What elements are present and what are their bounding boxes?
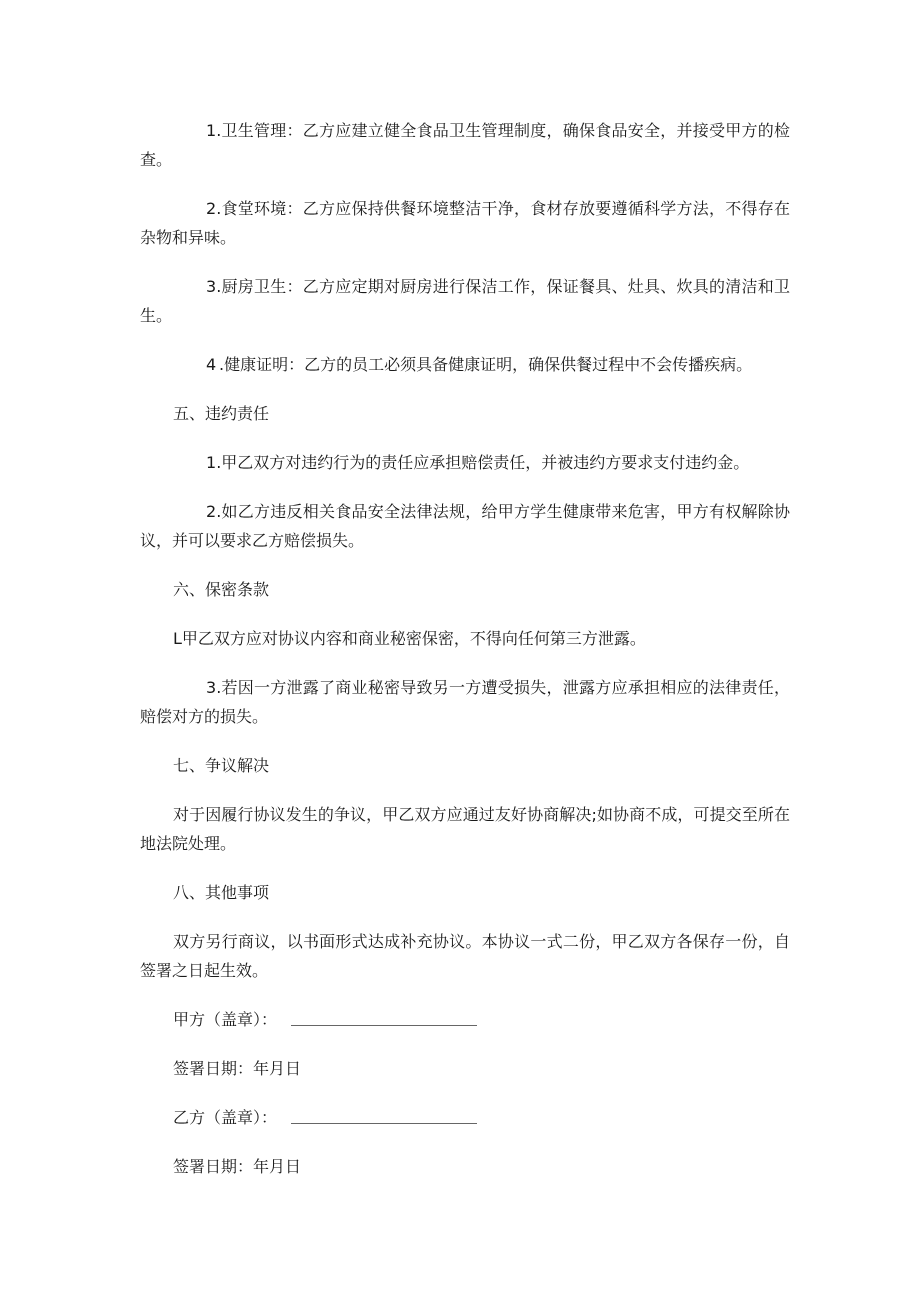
date-a-label: 签署日期：年月日 xyxy=(173,1059,302,1078)
clause-text: .甲乙双方对违约行为的责任应承担赔偿责任，并被违约方要求支付违约金。 xyxy=(216,453,750,472)
clause-text: .健康证明：乙方的员工必须具备健康证明，确保供餐过程中不会传播疾病。 xyxy=(219,355,753,374)
clause-liability-1 xyxy=(140,448,790,477)
clause-canteen-environment xyxy=(140,194,790,252)
clause-number: 1 xyxy=(206,453,217,472)
clause-dispute: 对于因履行协议发生的争议，甲乙双方应通过友好协商解决;如协商不成，可提交至所在地法院处理。 xyxy=(140,805,790,853)
clause-number: 3 xyxy=(206,678,217,697)
date-b-label: 签署日期：年月日 xyxy=(173,1157,302,1176)
signature-date-b xyxy=(140,1152,790,1181)
party-a-label: 甲方（盖章）： xyxy=(173,1010,278,1029)
clause-text: .若因一方泄露了商业秘密导致另一方遭受损失，泄露方应承担相应的法律责任，赔偿对方的损失。 xyxy=(140,678,790,726)
party-b-label: 乙方（盖章）： xyxy=(173,1108,278,1127)
clause-text: .厨房卫生：乙方应定期对厨房进行保洁工作，保证餐具、灶具、炊具的清洁和卫生。 xyxy=(140,277,790,325)
section-heading-dispute: 七、争议解决 xyxy=(173,756,270,775)
clause-text: L甲乙双方应对协议内容和商业秘密保密，不得向任何第三方泄露。 xyxy=(173,629,646,648)
signature-party-a xyxy=(140,1005,790,1034)
clause-number: 4 xyxy=(206,355,217,374)
party-a-signature-line[interactable] xyxy=(291,1025,477,1026)
signature-party-b xyxy=(140,1103,790,1132)
clause-confidential-1 xyxy=(140,624,790,653)
clause-liability-2 xyxy=(140,497,790,555)
section-heading-other: 八、其他事项 xyxy=(173,883,270,902)
clause-text: .食堂环境：乙方应保持供餐环境整洁干净，食材存放要遵循科学方法，不得存在杂物和异味。 xyxy=(140,199,790,247)
clause-number: 3 xyxy=(206,277,217,296)
clause-kitchen-hygiene xyxy=(140,272,790,330)
section-heading-liability: 五、违约责任 xyxy=(173,404,270,423)
clause-number: 2 xyxy=(206,199,217,218)
party-b-signature-line[interactable] xyxy=(291,1123,477,1124)
section-heading-confidentiality: 六、保密条款 xyxy=(173,580,270,599)
clause-hygiene-management xyxy=(140,116,790,174)
clause-text: .如乙方违反相关食品安全法律法规，给甲方学生健康带来危害，甲方有权解除协议，并可以要求乙方赔偿损失。 xyxy=(140,502,790,550)
clause-confidential-2 xyxy=(140,673,790,731)
signature-date-a xyxy=(140,1054,790,1083)
clause-number: 2 xyxy=(206,502,217,521)
document-body xyxy=(140,116,790,1201)
clause-other: 双方另行商议，以书面形式达成补充协议。本协议一式二份，甲乙双方各保存一份，自签署之日起生效。 xyxy=(140,932,790,980)
clause-health-certificate xyxy=(140,350,790,379)
clause-number: 1 xyxy=(206,121,217,140)
clause-text: .卫生管理：乙方应建立健全食品卫生管理制度，确保食品安全，并接受甲方的检查。 xyxy=(140,121,790,169)
